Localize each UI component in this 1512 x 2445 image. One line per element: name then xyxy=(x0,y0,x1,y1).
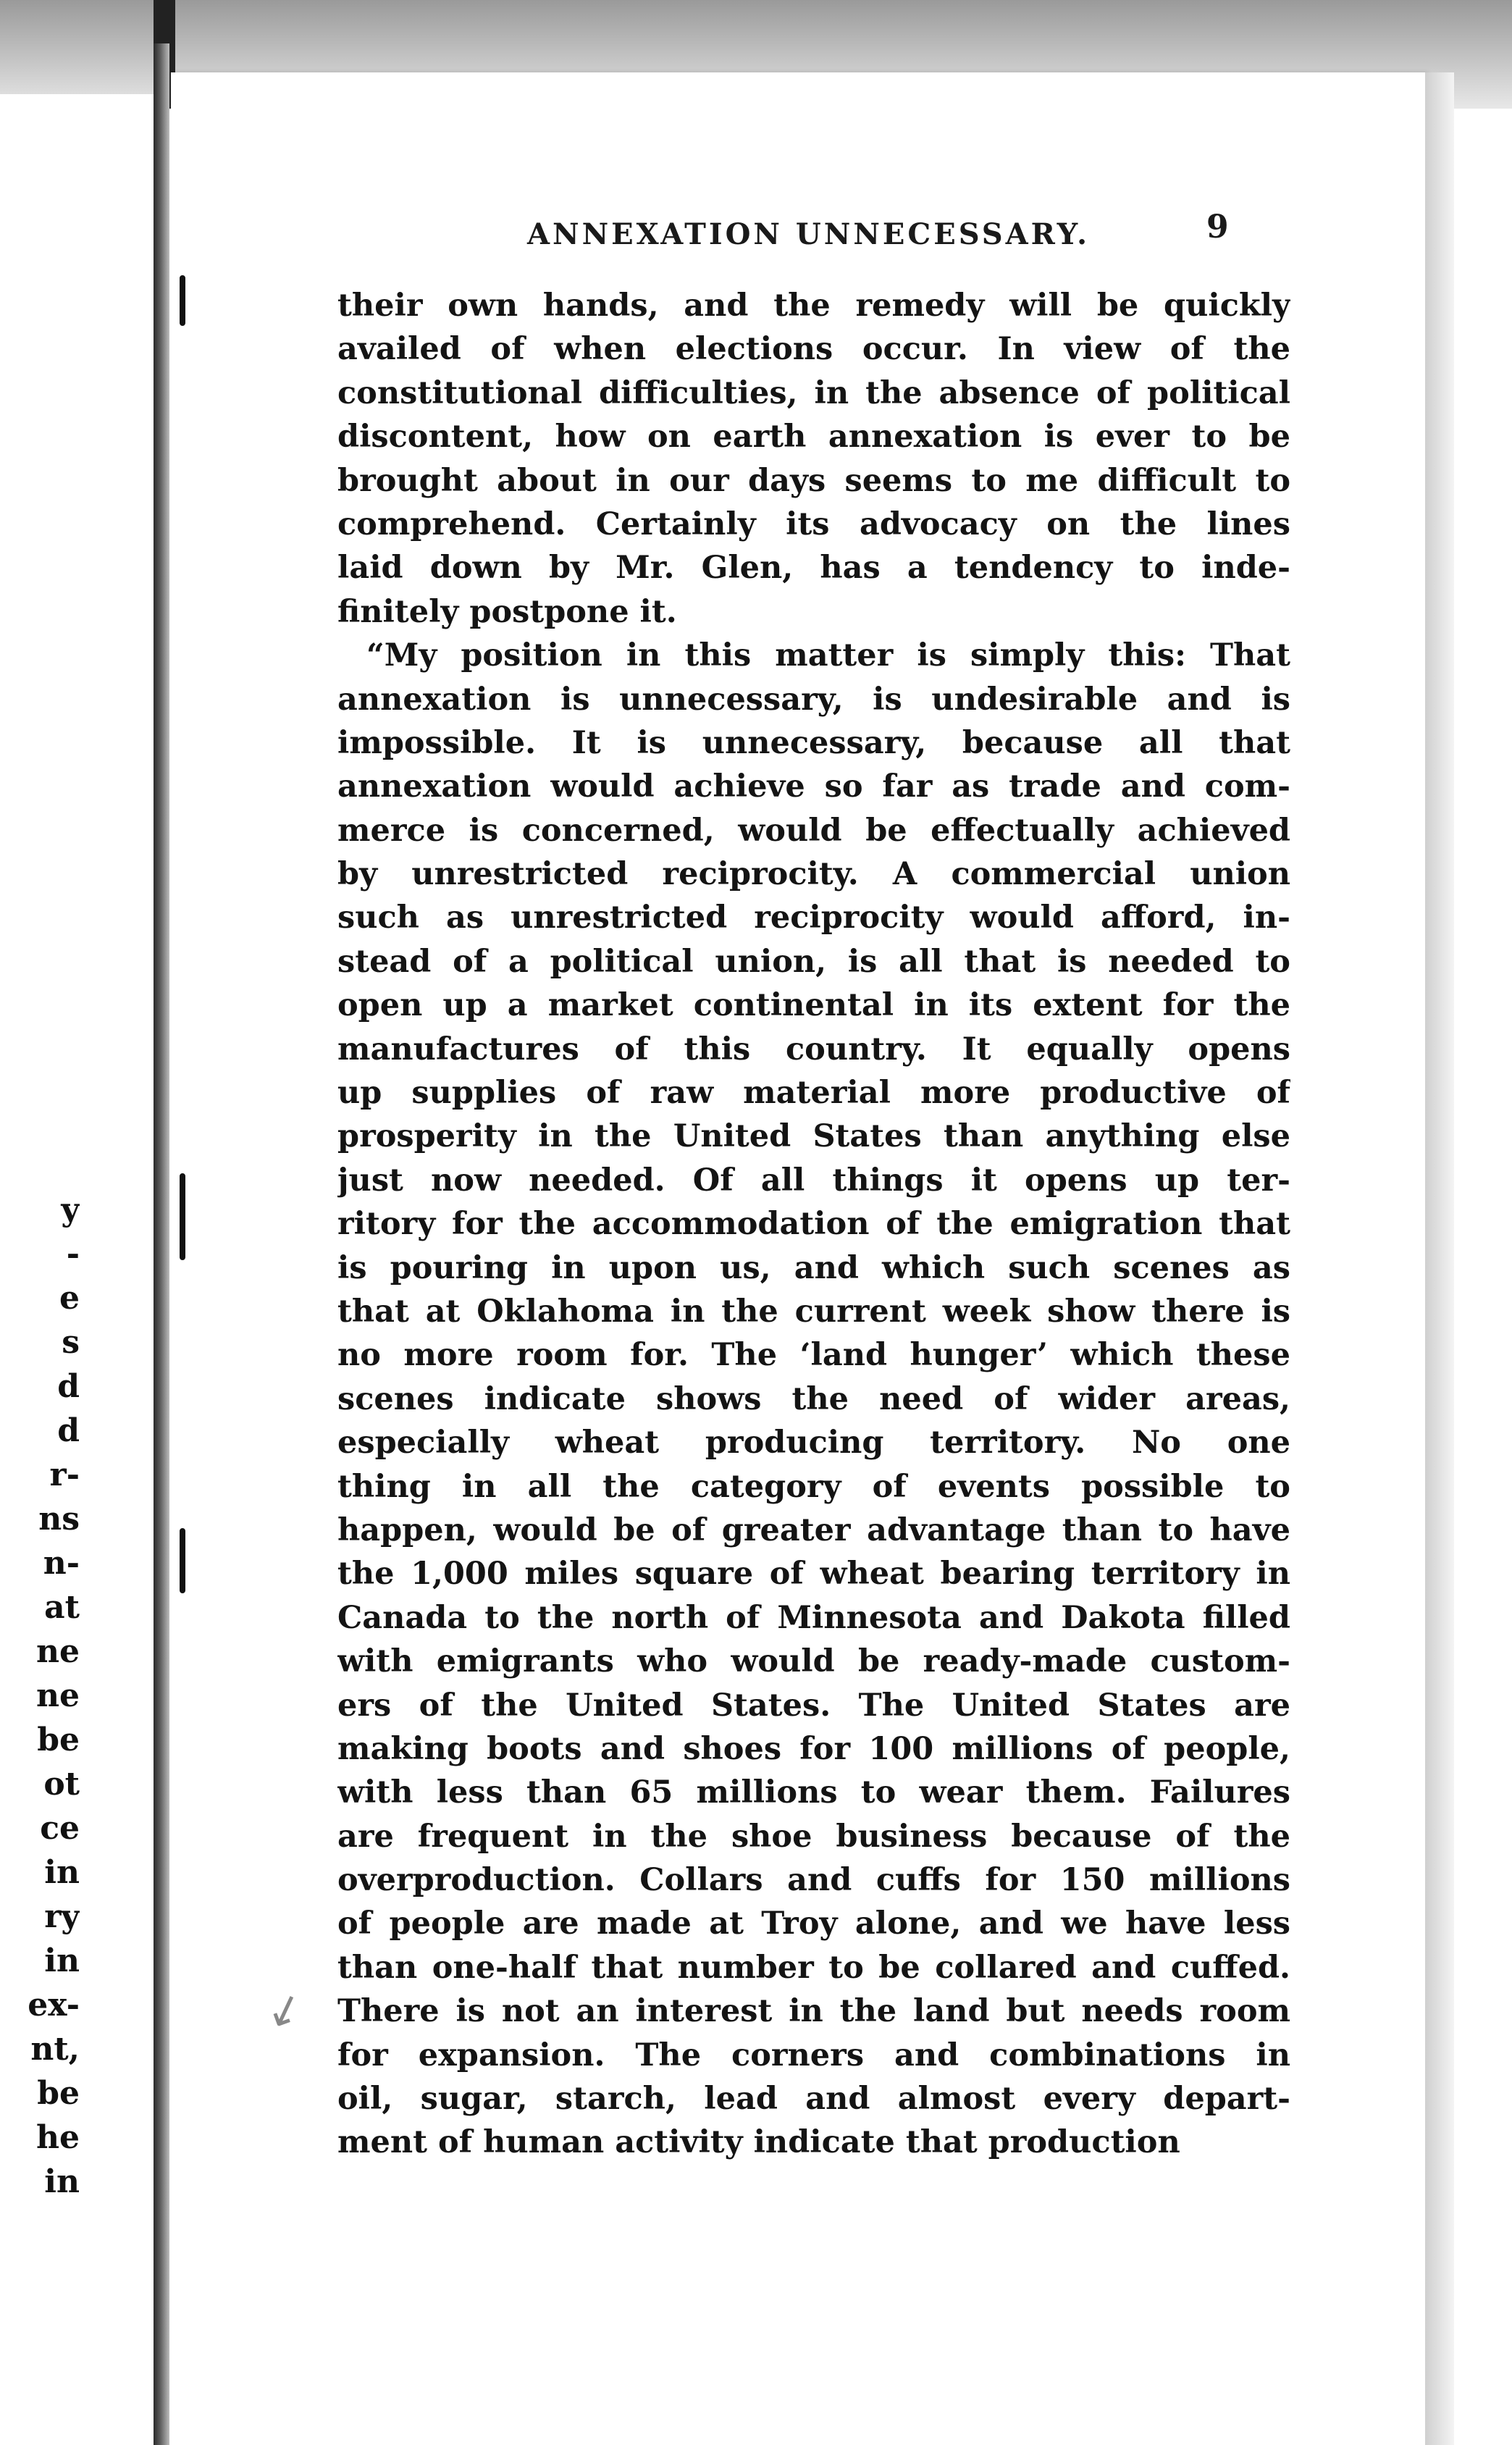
text-line: ers of the United States. The United States are xyxy=(337,1687,1290,1724)
page-number: 9 xyxy=(1206,209,1229,246)
text-line: impossible. It is unnecessary, because all that xyxy=(337,724,1290,761)
stitch-mark xyxy=(180,275,185,326)
margin-fragment: d xyxy=(57,1412,80,1449)
text-line: stead of a political union, is all that is needed to xyxy=(337,943,1290,980)
margin-fragment: in xyxy=(44,2163,80,2200)
text-line: with less than 65 millions to wear them. Failures xyxy=(337,1774,1290,1811)
running-head: ANNEXATION UNNECESSARY. xyxy=(527,217,1090,251)
stitch-mark xyxy=(180,1528,185,1593)
text-line: Canada to the north of Minnesota and Dakota filled xyxy=(337,1599,1290,1636)
text-line: ment of human activity indicate that production xyxy=(337,2124,1180,2161)
margin-fragment: ce xyxy=(40,1810,80,1847)
margin-fragment: ns xyxy=(38,1501,80,1538)
margin-fragment: at xyxy=(44,1589,80,1626)
text-line: annexation is unnecessary, is undesirable and is xyxy=(337,681,1290,718)
text-line: discontent, how on earth annexation is ever to be xyxy=(337,419,1290,456)
text-line: comprehend. Certainly its advocacy on the lines xyxy=(337,506,1290,542)
text-line: by unrestricted reciprocity. A commercial union xyxy=(337,856,1290,893)
text-line: laid down by Mr. Glen, has a tendency to inde- xyxy=(337,550,1290,587)
text-line: up supplies of raw material more productive of xyxy=(337,1075,1290,1112)
text-line: manufactures of this country. It equally opens xyxy=(337,1031,1290,1068)
margin-fragment: ot xyxy=(43,1766,80,1803)
text-line: is pouring in upon us, and which such scenes as xyxy=(337,1249,1290,1286)
text-line: especially wheat producing territory. No one xyxy=(337,1425,1290,1461)
text-line: open up a market continental in its extent for the xyxy=(337,987,1290,1024)
margin-fragment: in xyxy=(44,1942,80,1979)
text-line: constitutional difficulties, in the absence of political xyxy=(337,374,1290,411)
margin-fragment: e xyxy=(59,1280,80,1317)
text-line: just now needed. Of all things it opens up ter- xyxy=(337,1162,1290,1199)
margin-fragment: he xyxy=(36,2119,80,2156)
text-line: merce is concerned, would be effectually achieved xyxy=(337,812,1290,849)
page-edge xyxy=(1425,72,1454,2445)
text-line: overproduction. Collars and cuffs for 150 millions xyxy=(337,1862,1290,1899)
text-line: of people are made at Troy alone, and we have less xyxy=(337,1905,1290,1942)
margin-fragment: ne xyxy=(36,1633,80,1670)
text-line: than one-half that number to be collared and cuffed. xyxy=(337,1949,1290,1986)
text-line: brought about in our days seems to me difficult to xyxy=(337,462,1290,499)
text-line: with emigrants who would be ready-made custom- xyxy=(337,1643,1290,1680)
text-line: ritory for the accommodation of the emigration that xyxy=(337,1206,1290,1243)
stitch-mark xyxy=(180,1173,185,1260)
text-line: are frequent in the shoe business because of the xyxy=(337,1818,1290,1855)
margin-fragment: - xyxy=(66,1236,80,1272)
margin-fragment: d xyxy=(57,1368,80,1405)
margin-fragment: be xyxy=(37,2075,80,2112)
text-line: prosperity in the United States than anything else xyxy=(337,1118,1290,1155)
text-line: availed of when elections occur. In view of the xyxy=(337,331,1290,368)
text-line: “My position in this matter is simply this: That xyxy=(366,637,1290,674)
text-line: that at Oklahoma in the current week show there is xyxy=(337,1293,1290,1330)
margin-fragment: s xyxy=(62,1324,80,1361)
text-line: making boots and shoes for 100 millions of people, xyxy=(337,1730,1290,1767)
text-line: the 1,000 miles square of wheat bearing territory in xyxy=(337,1556,1290,1593)
text-line: such as unrestricted reciprocity would afford, in- xyxy=(337,899,1290,936)
margin-fragment: ex- xyxy=(28,1987,80,2023)
margin-fragment: n- xyxy=(43,1545,80,1582)
text-line: happen, would be of greater advantage than to have xyxy=(337,1511,1290,1548)
margin-fragment: in xyxy=(44,1854,80,1891)
body-text xyxy=(337,284,1290,2165)
margin-fragment: ne xyxy=(36,1677,80,1714)
text-line: for expansion. The corners and combinations in xyxy=(337,2037,1290,2073)
text-line: annexation would achieve so far as trade and com- xyxy=(337,768,1290,805)
text-line: thing in all the category of events possible to xyxy=(337,1468,1290,1505)
text-line: scenes indicate shows the need of wider areas, xyxy=(337,1380,1290,1417)
text-line: There is not an interest in the land but needs room xyxy=(337,1993,1290,2030)
margin-fragment: be xyxy=(37,1721,80,1758)
facing-page-margin-fragments xyxy=(0,1188,80,2204)
margin-fragment: r- xyxy=(49,1456,80,1493)
margin-fragment: ry xyxy=(44,1898,80,1935)
margin-fragment: y xyxy=(61,1191,80,1228)
text-line: their own hands, and the remedy will be quickly xyxy=(337,288,1290,324)
binding-gutter xyxy=(154,43,169,2445)
pencil-mark-icon: ↙ xyxy=(259,1979,311,2040)
text-line: no more room for. The ‘land hunger’ which these xyxy=(337,1337,1290,1374)
text-line: finitely postpone it. xyxy=(337,593,677,630)
margin-fragment: nt, xyxy=(30,2031,80,2068)
text-line: oil, sugar, starch, lead and almost every depart- xyxy=(337,2081,1290,2118)
